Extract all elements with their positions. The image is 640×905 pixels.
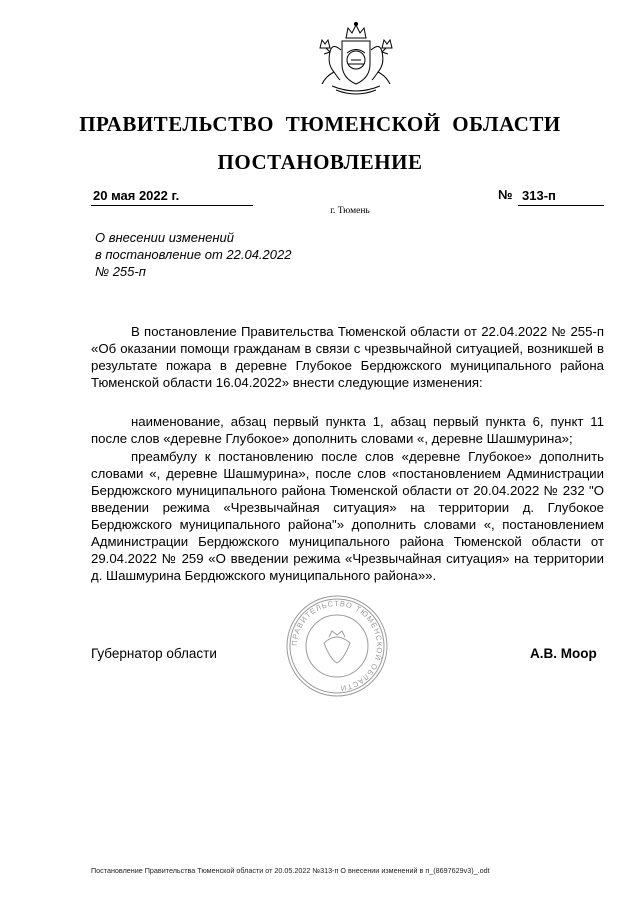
document-date-field	[91, 187, 253, 206]
city-label: г. Тюмень	[330, 206, 370, 216]
body-paragraph: наименование, абзац первый пункта 1, абзац первый пункта 6, пункт 11 после слов «деревне Глубокое» дополнить словами «, деревне Шашмурина»;	[91, 414, 604, 446]
body-paragraph: преамбулу к постановлению после слов «деревне Глубокое» дополнить словами «, деревне Шашмурина», после слов «постановлением Администрации Бердюжского муниципального района Тюменской области от 20.04.2022 № 232 "О введении режима «Чрезвычайная ситуация» на территории д. Глубокое Бердюжского муниципального района"» дополнить словами «, постановлением Администрации Бердюжского муниципального района Тюменской области от 29.04.2022 № 259 «О введении режима «Чрезвычайная ситуация» на территории д. Шашмурина Бердюжского муниципального района»».	[91, 449, 604, 583]
document-number-field	[518, 187, 604, 206]
official-seal-icon	[284, 593, 390, 699]
coat-of-arms-icon	[310, 20, 402, 98]
document-subject	[95, 229, 355, 280]
seal-text: ПРАВИТЕЛЬСТВО ТЮМЕНСКОЙ ОБЛАСТИ	[289, 598, 385, 693]
document-number: 313-п	[522, 188, 556, 203]
document-date: 20 мая 2022 г.	[93, 188, 180, 203]
signer-name: А.В. Моор	[530, 646, 597, 661]
number-sign: №	[498, 187, 513, 202]
subject-line: № 255-п	[95, 264, 146, 279]
government-title: ПРАВИТЕЛЬСТВО ТЮМЕНСКОЙ ОБЛАСТИ	[79, 112, 561, 136]
subject-line: О внесении изменений	[95, 230, 234, 245]
document-footer: Постановление Правительства Тюменской области от 20.05.2022 №313-п О внесении изменений в п_(8697629v3)_.odt	[91, 866, 490, 875]
signer-position: Губернатор области	[91, 646, 217, 661]
body-paragraph: В постановление Правительства Тюменской области от 22.04.2022 № 255-п «Об оказании помощи гражданам в связи с чрезвычайной ситуацией, возникшей в результате пожара в деревне Глубокое Бердюжского муниципального района Тюменской области 16.04.2022» внести следующие изменения:	[91, 324, 604, 390]
subject-line: в постановление от 22.04.2022	[95, 247, 292, 262]
document-type-heading: ПОСТАНОВЛЕНИЕ	[217, 150, 423, 174]
